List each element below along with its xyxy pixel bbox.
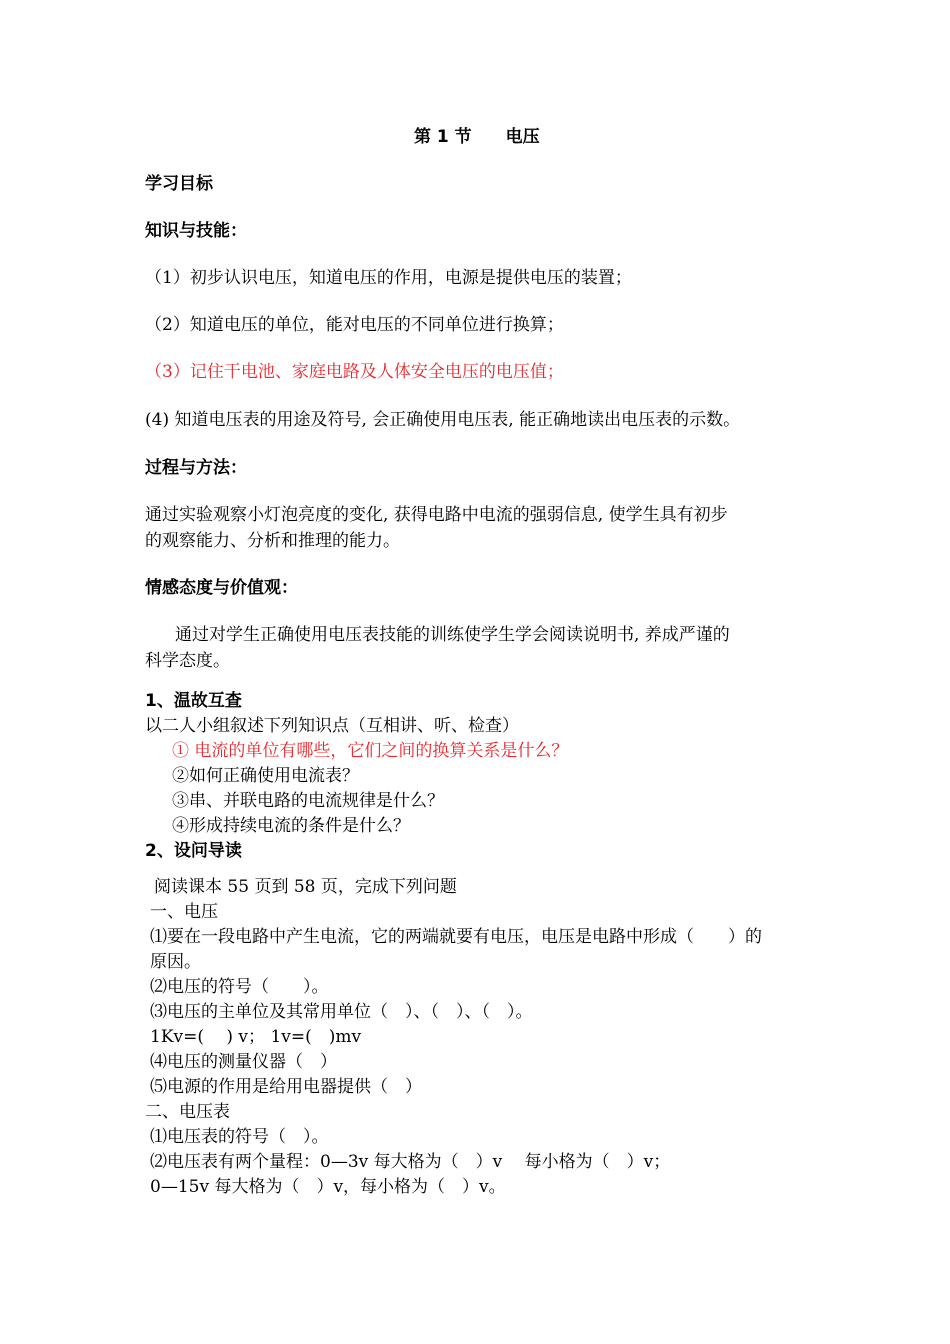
attitude-heading: 情感态度与价值观： — [145, 578, 298, 598]
guide-intro: 阅读课本 55 页到 58 页，完成下列问题 — [154, 877, 457, 897]
review-heading: 1、温故互查 — [145, 691, 242, 711]
question-line: ⑵电压表有两个量程：0—3v 每大格为（ ）v 每小格为（ ）v； — [150, 1152, 671, 1172]
question-line: ⑸电源的作用是给用电器提供（ ） — [150, 1077, 422, 1097]
voltmeter-section-heading: 二、电压表 — [145, 1102, 230, 1122]
goals-heading: 学习目标 — [145, 174, 213, 194]
process-line: 的观察能力、分析和推理的能力。 — [145, 531, 400, 551]
knowledge-item-highlighted: （3）记住干电池、家庭电路及人体安全电压的电压值； — [145, 362, 564, 382]
knowledge-item: （1）初步认识电压，知道电压的作用，电源是提供电压的装置； — [145, 268, 632, 288]
review-intro: 以二人小组叙述下列知识点（互相讲、听、检查） — [145, 716, 519, 736]
knowledge-item: （2）知道电压的单位，能对电压的不同单位进行换算； — [145, 315, 564, 335]
review-item: ④形成持续电流的条件是什么？ — [172, 816, 410, 836]
knowledge-heading: 知识与技能： — [145, 221, 247, 241]
question-line: ⑷电压的测量仪器（ ） — [150, 1052, 337, 1072]
question-line: ⑴要在一段电路中产生电流，它的两端就要有电压，电压是电路中形成（ ）的 — [150, 927, 762, 947]
question-line: ⑵电压的符号（ ）。 — [150, 977, 329, 997]
attitude-line: 通过对学生正确使用电压表技能的训练使学生学会阅读说明书, 养成严谨的 — [175, 625, 730, 645]
review-item: ②如何正确使用电流表？ — [172, 766, 359, 786]
question-line: 0—15v 每大格为（ ）v，每小格为（ ）v。 — [150, 1177, 506, 1197]
guide-heading: 2、设问导读 — [145, 841, 242, 861]
question-line: 原因。 — [150, 952, 201, 972]
attitude-line: 科学态度。 — [145, 651, 230, 671]
review-item-highlighted: ① 电流的单位有哪些，它们之间的换算关系是什么？ — [172, 741, 569, 761]
process-heading: 过程与方法： — [145, 458, 247, 478]
voltage-section-heading: 一、电压 — [150, 902, 218, 922]
process-line: 通过实验观察小灯泡亮度的变化, 获得电路中电流的强弱信息, 使学生具有初步 — [145, 505, 728, 525]
question-line: ⑶电压的主单位及其常用单位（ ）、（ ）、（ ）。 — [150, 1002, 533, 1022]
question-line: 1Kv=( ) v； 1v=( )mv — [150, 1027, 362, 1047]
knowledge-item: (4) 知道电压表的用途及符号, 会正确使用电压表, 能正确地读出电压表的示数。 — [145, 410, 741, 430]
review-item: ③串、并联电路的电流规律是什么？ — [172, 791, 444, 811]
question-line: ⑴电压表的符号（ ）。 — [150, 1127, 329, 1147]
page-title: 第 1 节 电压 — [414, 127, 540, 147]
